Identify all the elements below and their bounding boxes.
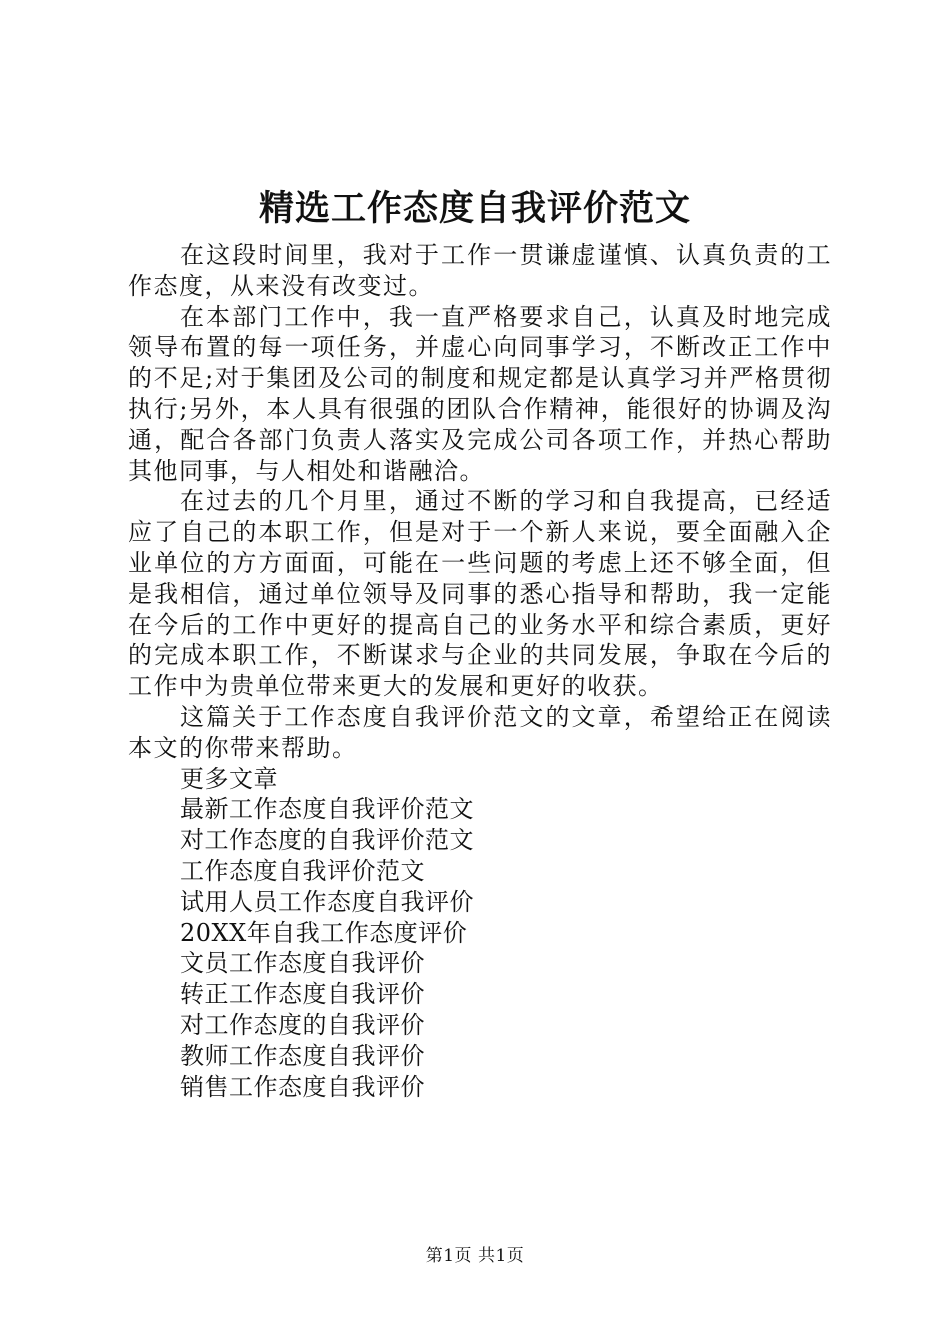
more-article-link[interactable]: 最新工作态度自我评价范文 bbox=[180, 795, 474, 824]
paragraph-2: 在本部门工作中，我一直严格要求自己，认真及时地完成领导布置的每一项任务，并虚心向同事学习，不断改正工作中的不足;对于集团及公司的制度和规定都是认真学习并严格贯彻执行;另外，本人具有很强的团队合作精神，能很好的协调及沟通，配合各部门负责人落实及完成公司各项工作，并热心帮助其他同事，与人相处和谐融洽。 bbox=[128, 302, 832, 485]
more-article-link[interactable]: 文员工作态度自我评价 bbox=[180, 949, 425, 978]
more-article-link[interactable]: 销售工作态度自我评价 bbox=[180, 1072, 425, 1101]
more-articles-label: 更多文章 bbox=[180, 764, 278, 793]
paragraph-3: 在过去的几个月里，通过不断的学习和自我提高，已经适应了自己的本职工作，但是对于一个新人来说，要全面融入企业单位的方方面面，可能在一些问题的考虑上还不够全面，但是我相信，通过单位领导及同事的悉心指导和帮助，我一定能在今后的工作中更好的提高自己的业务水平和综合素质，更好的完成本职工作，不断谋求与企业的共同发展，争取在今后的工作中为贵单位带来更大的发展和更好的收获。 bbox=[128, 487, 832, 701]
more-article-link[interactable]: 教师工作态度自我评价 bbox=[180, 1041, 425, 1070]
document-title: 精选工作态度自我评价范文 bbox=[258, 188, 691, 229]
paragraph-1: 在这段时间里，我对于工作一贯谦虚谨慎、认真负责的工作态度，从来没有改变过。 bbox=[128, 241, 832, 300]
more-articles-list bbox=[128, 764, 832, 1103]
more-article-link[interactable]: 对工作态度的自我评价范文 bbox=[180, 826, 474, 855]
more-article-link[interactable]: 工作态度自我评价范文 bbox=[180, 856, 425, 885]
more-article-link[interactable]: 对工作态度的自我评价 bbox=[180, 1010, 425, 1039]
paragraph-4: 这篇关于工作态度自我评价范文的文章，希望给正在阅读本文的你带来帮助。 bbox=[128, 702, 832, 762]
page-footer: 第1页 共1页 bbox=[425, 1246, 525, 1266]
more-article-link[interactable]: 试用人员工作态度自我评价 bbox=[180, 887, 474, 916]
document-body bbox=[128, 240, 832, 1102]
more-article-link[interactable]: 转正工作态度自我评价 bbox=[180, 980, 425, 1009]
more-article-link[interactable]: 20XX年自我工作态度评价 bbox=[180, 918, 468, 947]
